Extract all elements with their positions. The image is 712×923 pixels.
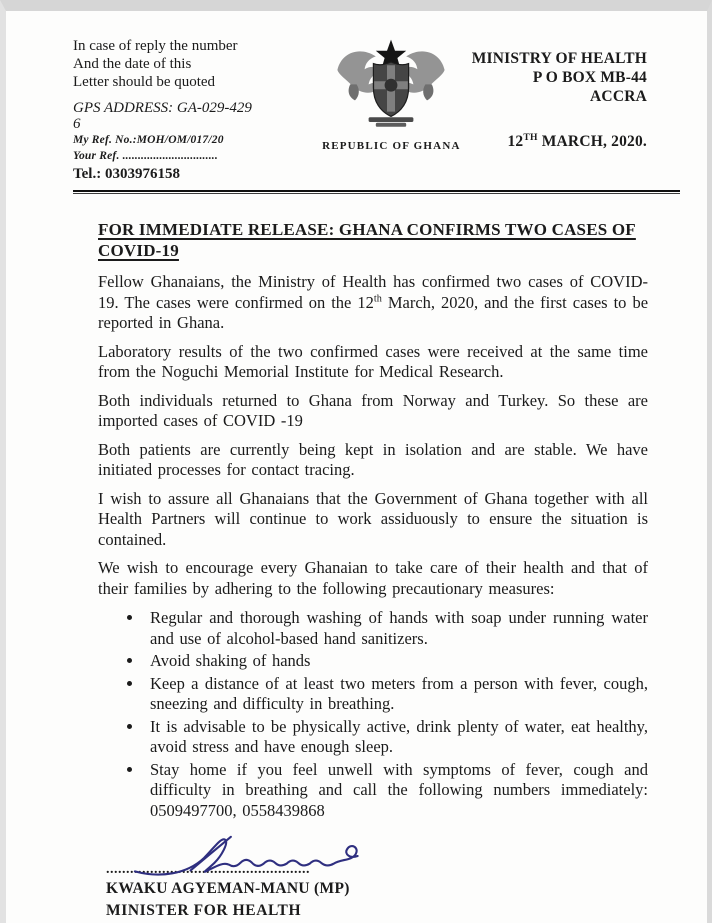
- reply-note: [73, 37, 311, 91]
- precaution-item: • Avoid shaking of hands: [144, 651, 648, 672]
- reply-note-line: Letter should be quoted: [73, 74, 216, 90]
- emblem-caption: REPUBLIC OF GHANA: [322, 140, 461, 152]
- your-ref-line: Your Ref. ...............................: [73, 149, 218, 162]
- ministry-address: MINISTRY OF HEALTH P O BOX MB-44 ACCRA: [471, 50, 647, 105]
- paragraph-laboratory: Laboratory results of the two confirmed cases were received at the same time from the Noguchi Memorial Institute for Medical Research.: [98, 341, 648, 382]
- paragraph-assurance: I wish to assure all Ghanaians that the Government of Ghana together with all Health Partners will continue to work assiduously to ensure the situation is contained.: [98, 488, 648, 549]
- letterhead-left-column: [73, 37, 311, 183]
- gps-address: GPS ADDRESS: GA-029-429 6: [73, 100, 252, 132]
- telephone-line: Tel.: 0303976158: [73, 166, 180, 182]
- signature-dotted-line: ...................................................: [106, 862, 310, 878]
- ghana-coat-of-arms-icon: [331, 38, 451, 134]
- letter-body: [6, 219, 707, 920]
- letterhead-right-column: [472, 37, 647, 183]
- paragraph-isolation: Both patients are currently being kept in isolation and are stable. We have initiated processes for contact tracing.: [98, 439, 648, 480]
- precaution-item: • It is advisable to be physically active, drink plenty of water, eat healthy, avoid stress and have enough sleep.: [144, 717, 648, 758]
- letterhead-center-column: [311, 37, 472, 183]
- precaution-list: [98, 608, 648, 821]
- letterhead: [6, 11, 707, 183]
- press-release-title: FOR IMMEDIATE RELEASE: GHANA CONFIRMS TWO CASES OF COVID-19: [98, 220, 636, 260]
- reply-note-line: In case of reply the number: [73, 38, 238, 54]
- letterhead-divider-rule: [73, 190, 680, 194]
- signature-block: [106, 833, 648, 920]
- precaution-item: • Stay home if you feel unwell with symptoms of fever, cough and difficulty in breathing and call the following numbers immediately: 0509497700, 0558439868: [144, 760, 648, 822]
- signatory-title: MINISTER FOR HEALTH: [106, 902, 302, 920]
- paragraph-imported-cases: Both individuals returned to Ghana from Norway and Turkey. So these are imported cases of COVID -19: [98, 390, 648, 431]
- my-ref-line: My Ref. No.:MOH/OM/017/20: [73, 134, 224, 146]
- paragraph-confirmation: Fellow Ghanaians, the Ministry of Health has confirmed two cases of COVID-19. The cases were confirmed on the 12th March, 2020, and the first cases to be reported in Ghana.: [98, 272, 649, 333]
- signature-ink-icon: [126, 833, 378, 881]
- paragraph-precautions-intro: We wish to encourage every Ghanaian to take care of their health and that of their families by adhering to the following precautionary measures:: [98, 558, 648, 598]
- reply-note-line: And the date of this: [73, 56, 192, 72]
- signatory-name: KWAKU AGYEMAN-MANU (MP): [106, 880, 350, 898]
- precaution-item: • Regular and thorough washing of hands with soap under running water and use of alcohol-based hand sanitizers.: [144, 608, 648, 649]
- precaution-item: • Keep a distance of at least two meters from a person with fever, cough, sneezing and difficulty in breathing.: [144, 674, 648, 715]
- letter-date: 12TH MARCH, 2020.: [507, 131, 647, 150]
